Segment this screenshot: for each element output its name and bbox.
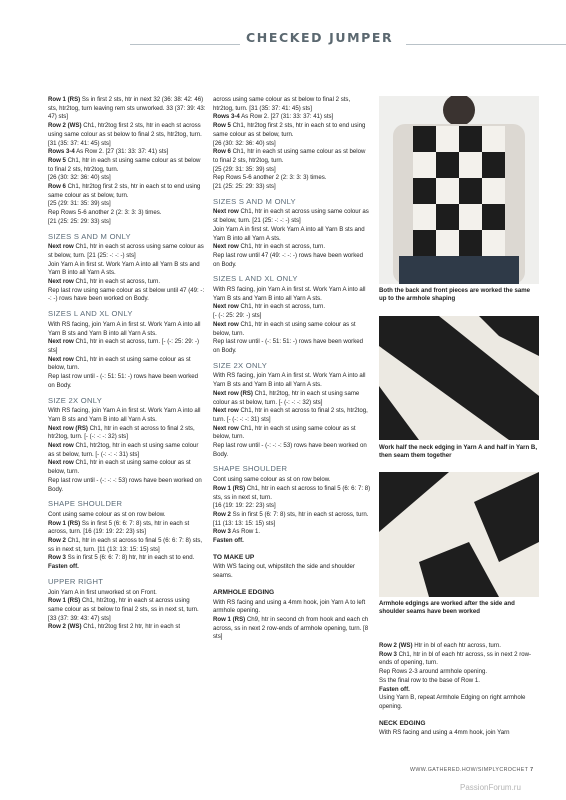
pattern-line: Row 2 Ch1, htr in each st across to final 5 (6: 6: 7: 8) sts, ss in next st, turn. [11 (13: 13: 15: 15) sts] (48, 537, 203, 553)
pattern-line: [26 (30: 32: 36: 40) sts] (213, 139, 276, 147)
pattern-line: With RS facing, join Yarn A in first st. Work Yarn A into all Yarn B sts and Yarn B into all Yarn A sts. (48, 407, 201, 423)
pattern-line: Row 1 (RS) Ch1, htr in each st across to final 5 (6: 6: 7: 8) sts, ss in next st, turn. (213, 484, 371, 501)
footer-url: WWW.GATHERED.HOW/SIMPLYCROCHET (410, 767, 529, 773)
pattern-line: Next row Ch1, htr in each st across using same colour as st below, turn. [21 (25: -: -: -) sts] (213, 208, 369, 225)
pattern-line: Rep last row until 47 (49: -: -: -) rows have been worked on Body. (213, 251, 364, 268)
pattern-line: Join Yarn A in first st. Work Yarn A into all Yarn B sts and Yarn B into all Yarn A sts. (48, 260, 200, 277)
pattern-line: Next row Ch1, htr in each st across using same colour as st below, turn. [21 (25: -: -: -) sts] (48, 243, 204, 259)
section-heading: SIZE 2X ONLY (48, 395, 103, 405)
section-heading: SHAPE SHOULDER (213, 464, 288, 474)
pattern-line: Next row Ch1, htr in each st using same colour as st below, turn. (48, 355, 191, 372)
pattern-line: Row 5 Ch1, htr2tog first 2 sts, htr in each st to end using same colour as st below, turn. (213, 122, 366, 138)
pattern-line: Row 6 Ch1, htr in each st using same colour as st below to final 2 sts, htr2tog, turn. (213, 148, 366, 164)
header-rule-right (406, 44, 566, 45)
photo-armhole-edging (379, 472, 539, 597)
pattern-line: Rep last row until - (-: -: -: 53) rows have been worked on Body. (213, 442, 367, 458)
pattern-line: With RS facing, join Yarn A in first st. Work Yarn A into all Yarn B sts and Yarn B into all Yarn A sts. (213, 286, 366, 302)
pattern-line: Join Yarn A in first st. Work Yarn A into all Yarn B sts and Yarn B into all Yarn A sts. (213, 225, 365, 242)
armhole-edging-illustration (379, 472, 539, 597)
section-heading: SIZES S AND M ONLY (213, 196, 296, 206)
caption-1: Both the back and front pieces are worked the same up to the armhole shaping (379, 287, 531, 303)
pattern-line: Row 2 (WS) Ch1, htr2tog first 2 htr, htr in each st (48, 623, 181, 631)
pattern-line: Row 3 Ch1, htr in bl of each htr across, ss in next 2 row-ends of opening, turn. (379, 650, 532, 667)
pattern-line: Row 1 (RS) Ss in first 2 sts, htr in next 32 (36: 38: 42: 46) sts, htr2tog, turn leaving rem sts unworked. 33 (37: 39: 43: 47) sts] (48, 96, 206, 121)
section-heading: SHAPE SHOULDER (48, 499, 123, 509)
section-heading: ARMHOLE EDGING (213, 588, 275, 596)
watermark: PassionForum.ru (460, 783, 521, 792)
page-number: 7 (530, 767, 534, 773)
column-3 (379, 642, 539, 738)
pattern-line: across using same colour as st below to final 2 sts, htr2tog, turn. [31 (35: 37: 41: 45) sts] (213, 96, 351, 112)
section-heading: SIZES S AND M ONLY (48, 231, 131, 241)
pattern-line: Next row Ch1, htr in each st across, turn. (48, 278, 161, 286)
section-heading: NECK EDGING (379, 719, 426, 727)
pattern-line: [16 (19: 19: 22: 23) sts] (213, 502, 276, 510)
pattern-line: Using Yarn B, repeat Armhole Edging on right armhole opening. (379, 694, 526, 710)
pattern-line: Rows 3-4 As Row 2. [27 (31: 33: 37: 41) sts] (48, 148, 169, 156)
pattern-line: With RS facing, join Yarn A in first st. Work Yarn A into all Yarn B sts and Yarn B into all Yarn A sts. (48, 320, 201, 337)
pattern-line: With WS facing out, whipstitch the side and shoulder seams. (213, 563, 355, 580)
pattern-line: Join Yarn A in first unworked st on Front. (48, 588, 157, 596)
pattern-line: Fasten off. (379, 685, 410, 693)
pattern-line: Rep last row until - (-: -: -: 53) rows have been worked on Body. (48, 476, 202, 493)
caption-3: Armhole edgings are worked after the side and shoulder seams have been worked (379, 600, 515, 616)
section-heading: SIZES L AND XL ONLY (48, 309, 133, 319)
pattern-line: [26 (30: 32: 36: 40) sts] (48, 174, 111, 182)
pattern-line: Row 5 Ch1, htr in each st using same colour as st below to final 2 sts, htr2tog, turn. (48, 156, 201, 173)
section-heading: SIZES L AND XL ONLY (213, 274, 298, 284)
pattern-line: Rep Rows 5-6 another 2 (2: 3: 3: 3) times. (213, 174, 327, 182)
caption-2: Work half the neck edging in Yarn A and half in Yarn B, then seam them together (379, 444, 538, 460)
pattern-line: With RS facing and using a 4mm hook, join Yarn (379, 729, 510, 737)
pattern-line: Cont using same colour as st on row below. (213, 476, 331, 484)
page-title: CHECKED JUMPER (240, 30, 399, 45)
pattern-line: Cont using same colour as st on row below. (48, 510, 166, 518)
pattern-line: Rep Rows 2-3 around armhole opening. (379, 668, 488, 676)
pattern-line: Row 1 (RS) Ch9, htr in second ch from hook and each ch across, ss in next 2 row-ends of armhole opening, turn. [8 sts] (213, 615, 369, 641)
pattern-line: Next row Ch1, htr in each st across, turn. (213, 303, 326, 311)
pattern-line: [21 (25: 25: 29: 33) sts] (48, 217, 111, 225)
section-heading: TO MAKE UP (213, 553, 255, 561)
pattern-line: [21 (25: 25: 29: 33) sts] (213, 183, 276, 191)
pattern-line: Row 3 As Row 1. (213, 528, 261, 536)
pattern-line: Row 2 (WS) Htr in bl of each htr across, turn. (379, 642, 501, 649)
pattern-line: Row 2 (WS) Ch1, htr2tog first 2 sts, htr in each st across using same colour as st below to final 2 sts, htr2tog, turn. [31 (35: 37: 41: 45) sts] (48, 122, 202, 147)
pattern-line: [25 (29: 31: 35: 39) sts] (213, 165, 276, 173)
pattern-line: Fasten off. (48, 563, 79, 571)
pattern-line: Rep last row until - (-: 51: 51: -) rows have been worked on Body. (213, 338, 364, 354)
photo-neck-edging (379, 316, 539, 440)
section-heading: UPPER RIGHT (48, 576, 104, 586)
pattern-line: With RS facing, join Yarn A in first st. Work Yarn A into all Yarn B sts and Yarn B into all Yarn A sts. (213, 372, 366, 389)
pattern-line: Row 3 Ss in first 5 (6: 6: 7: 8) htr, htr in each st to end. (48, 554, 195, 562)
neck-edging-illustration (379, 316, 539, 440)
pattern-line: [- (-: 25: 29: -) sts] (213, 312, 262, 320)
pattern-line: Rep last row using same colour as st below until 47 (49: -: -: -) rows have been worked on Body. (48, 286, 205, 303)
pattern-line: Next row (RS) Ch1, htr in each st across to final 2 sts, htr2tog, turn. [- (-: -: -: 32) sts] (48, 424, 195, 441)
pattern-line: Ss the final row to the base of Row 1. (379, 676, 480, 684)
pattern-line: Next row (RS) Ch1, htr2tog, htr in each st using same colour as st below, turn. [- (-: -: -: 32) sts] (213, 389, 360, 406)
pattern-line: Next row Ch1, htr in each st using same colour as st below, turn. (48, 459, 191, 476)
pattern-line: Row 1 (RS) Ch1, htr2tog, htr in each st across using same colour as st below to final 2 sts, ss in next st, turn. [33 (37: 39: 43: 47) sts] (48, 597, 199, 622)
pattern-line: Next row Ch1, htr in each st using same colour as st below, turn. (213, 424, 356, 441)
pattern-line: Rep Rows 5-6 another 2 (2: 3: 3: 3) times. (48, 209, 162, 217)
pattern-line: Row 2 Ss in first 5 (6: 7: 8) sts, htr in each st across, turn. [11 (13: 13: 15: 15) sts] (213, 510, 369, 527)
pattern-line: Next row Ch1, htr in each st across to final 2 sts, htr2tog, turn. [- (-: -: -: 31) sts] (213, 407, 368, 423)
pattern-line: [25 (29: 31: 35: 39) sts] (48, 200, 111, 208)
pattern-line: Next row Ch1, htr in each st across, turn. [- (-: 25: 29: -) sts] (48, 338, 200, 354)
section-heading: SIZE 2X ONLY (213, 360, 268, 370)
jumper-back-illustration (379, 96, 539, 284)
pattern-line: With RS facing and using a 4mm hook, join Yarn A to left armhole opening. (213, 598, 366, 615)
photo-jumper-back (379, 96, 539, 284)
pattern-line: Row 1 (RS) Ss in first 5 (6: 6: 7: 8) sts, htr in each st across, turn. [16 (19: 19: 22: 23) sts] (48, 519, 190, 536)
pattern-line: Rows 3-4 As Row 2. [27 (31: 33: 37: 41) sts] (213, 113, 334, 121)
pattern-line: Rep last row until - (-: 51: 51: -) rows have been worked on Body. (48, 373, 199, 389)
pattern-line: Fasten off. (213, 537, 244, 545)
pattern-line: Next row Ch1, htr in each st using same colour as st below, turn. (213, 320, 356, 337)
pattern-line: Row 6 Ch1, htr2tog first 2 sts, htr in each st to end using same colour as st below, turn. (48, 183, 201, 199)
column-2 (213, 96, 371, 642)
page-footer (410, 767, 533, 773)
column-1 (48, 96, 206, 632)
pattern-line: Next row Ch1, htr2tog, htr in each st using same colour as st below, turn. [- (-: -: -: 31) sts] (48, 442, 199, 458)
pattern-line: Next row Ch1, htr in each st across, turn. (213, 243, 326, 251)
